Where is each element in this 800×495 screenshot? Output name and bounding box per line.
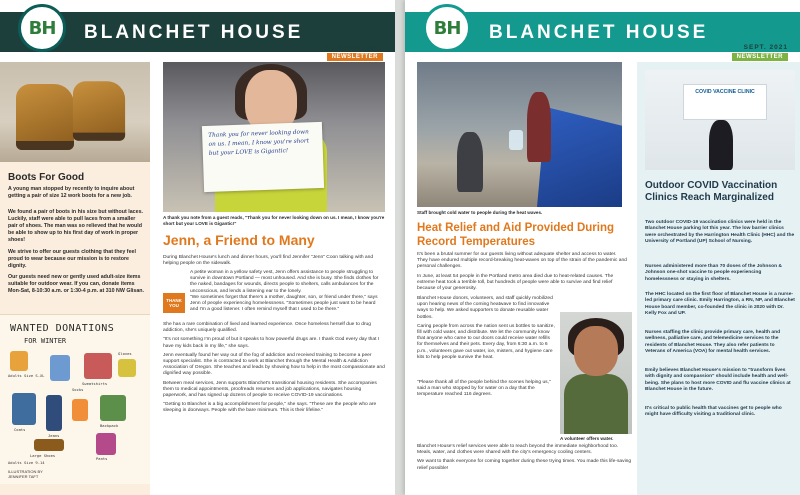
article-paragraph: In June, at least 54 people in the Portland metro area died due to heat-related causes. The extreme heat took a terrible toll, but hundreds of people were able to survive and find relief because of your generosity. bbox=[417, 273, 614, 292]
socks-icon bbox=[72, 399, 88, 421]
boots-paragraph: We found a pair of boots in his size but without laces. Luckily, staff were able to pull laces from a smaller pair of shoes. The man was so relieved that he would be able to show up to his first day of work in proper shoes! bbox=[8, 209, 143, 243]
article-paragraph: Jenn eventually found her way out of the fog of addiction and received training to become a peer support specialist. She is contracted to work at Blanchet through the Mental Health & Addiction Association of Oregon. She teaches and leads by showing how to help in the most compassionate and dignified way possible. bbox=[163, 352, 385, 377]
article-quote: "We sometimes forget that there's a mother, daughter, son, or friend under there," says Jenn of people experiencing homelessness. "Sometimes people just want to be heard and I'm a good listener. I often remind myself that I used to be there." bbox=[190, 295, 378, 313]
article-body bbox=[417, 296, 555, 364]
credit-line: JENNIFER TAFT bbox=[8, 474, 39, 479]
covid-paragraph: Two outdoor COVID-19 vaccination clinics were held in the Blanchet House parking lot this year. The low barrier clinics were orchestrated by the Harrington Health Clinic (HHC) and the University of Portland (UP) School of Nursing. bbox=[645, 220, 795, 244]
logo-mark: BH bbox=[433, 17, 461, 39]
backpack-icon bbox=[100, 395, 126, 421]
jeans-icon bbox=[46, 395, 62, 431]
sweatshirt-icon bbox=[84, 353, 112, 379]
item-label: Coats bbox=[14, 427, 26, 432]
photo-caption: A thank you note from a guest reads, "Thank you for never looking down on us. I mean, I know you're short but your LOVE is Gigantic!" bbox=[163, 215, 385, 226]
blanchet-logo-icon bbox=[18, 4, 66, 52]
boots-photo bbox=[0, 62, 150, 162]
item-label: Socks bbox=[72, 387, 84, 392]
boots-paragraph: We strive to offer our guests clothing that they feel proud to wear because our mission is to restore dignity. bbox=[8, 249, 136, 269]
covid-paragraph: Nurses staffing the clinic provide primary care, health and wellness, palliative care, and telemedicine services to the residents of Blanchet House. They also refer patients to Veterans of America (VOA) for mental health services. bbox=[645, 330, 781, 354]
water-bottle-icon bbox=[509, 130, 523, 150]
item-label: Pants bbox=[96, 456, 108, 461]
article-paragraph: We want to thank everyone for coming together during these trying times. You made this life-saving relief possible! bbox=[417, 459, 632, 471]
article-title: Heat Relief and Aid Provided During Record Temperatures bbox=[417, 222, 615, 248]
clinic-sign-text: COVID VACCINE CLINIC bbox=[695, 89, 755, 95]
boots-title: Boots For Good bbox=[8, 172, 85, 183]
article-body bbox=[417, 380, 555, 402]
masthead bbox=[0, 0, 395, 62]
boot-icon bbox=[16, 84, 74, 150]
item-label: Adults Size 9-14 bbox=[8, 460, 45, 465]
credit-line: ILLUSTRATION BY bbox=[8, 469, 43, 474]
shoes-icon bbox=[34, 439, 64, 451]
article-paragraph: It's been a brutal summer for our guests living without adequate shelter and access to water. They have endured multiple record-breaking heat-waves on top of the strain of the pandemic and personal challenges. bbox=[417, 252, 627, 270]
boots-paragraph: Our guests need new or gently used adult-size items suitable for outdoor wear. If you can, donate items Mon-Sat, 8-10:30 a.m. or 1:30-4 p.m. at 310 NW Glisan. bbox=[8, 274, 144, 294]
newsletter-tag: NEWSLETTER bbox=[327, 53, 383, 61]
article-paragraph: Blanchet House's relief services were able to reach beyond the immediate neighborhood too. Meals, water, and clothes were shared with the city's emergency cooling centers. bbox=[417, 444, 619, 456]
pants-icon bbox=[96, 433, 116, 455]
illustration-credit bbox=[8, 469, 43, 479]
covid-title: Outdoor COVID Vaccination Clinics Reach Marginalized bbox=[645, 180, 778, 203]
wanted-donations-illustration bbox=[0, 314, 150, 484]
covid-paragraph: Nurses administered more than 70 doses of the Johnson & Johnson one-shot vaccine to people experiencing homelessness or staying in shelters. bbox=[645, 264, 782, 282]
item-label: Sweatshirts bbox=[82, 381, 108, 386]
thank-you-note bbox=[202, 122, 324, 192]
hat-icon bbox=[10, 351, 28, 371]
masthead bbox=[405, 0, 800, 62]
article-paragraph: Between meal services, Jenn supports Blanchet's transitional housing residents. She accompanies them to medical appointments, proofreads resumes and job applications, navigates housing paperwork, and has signed up dozens of people to receive COVID-19 vaccinations. bbox=[163, 380, 377, 399]
blanchet-logo-icon bbox=[423, 4, 471, 52]
article-body bbox=[417, 252, 627, 295]
person bbox=[457, 132, 483, 192]
note-text: Thank you for never looking down on us. I mean, I know you're short but your LOVE is Gigantic! bbox=[208, 129, 310, 157]
article-paragraph: She has a rare combination of lived and learned experience. Once homeless herself due to drug addiction, she's uniquely qualified. bbox=[163, 322, 371, 334]
item-label: Gloves bbox=[118, 351, 132, 356]
volunteer-photo bbox=[560, 312, 632, 434]
article-paragraph: "Getting to Blanchet is a big accomplishment for people," she says. "These are the people who are sleeping in doorways. People with the bare minimum. This is their lifeline." bbox=[163, 402, 377, 414]
item-label: Backpack bbox=[100, 423, 119, 428]
newsletter-page-sept bbox=[405, 0, 800, 495]
issue-date: SEPT. 2021 bbox=[743, 44, 788, 51]
article-body bbox=[163, 322, 385, 418]
thank-you-badge: THANK YOU bbox=[163, 293, 185, 313]
article-body bbox=[417, 444, 632, 475]
clinic-sign bbox=[683, 84, 767, 120]
shirt-icon bbox=[50, 355, 70, 381]
covid-paragraph: Emily believes Blanchet House's mission to "transform lives with dignity and compassion" should include health and well-being. She plans to host more COVID and flu vaccine clinics at Blanchet House in the future. bbox=[645, 368, 791, 392]
logo-mark: BH bbox=[28, 17, 56, 39]
article-paragraph: Blanchet House donors, volunteers, and staff quickly mobilized upon hearing news of the coming heatwave to find innovative ways to help. We asked supporters to donate reusable water bottles. bbox=[417, 296, 553, 320]
volunteer-caption: A volunteer offers water. bbox=[560, 436, 614, 441]
issue-date: NOV-DEC 2021 bbox=[325, 44, 383, 51]
boots-sidebar bbox=[0, 62, 150, 495]
article-paragraph: "Please thank all of the people behind the scenes helping us," said a man who stopped by for water on a day that the temperature reached 116 degrees. bbox=[417, 380, 551, 398]
wanted-subtitle: FOR WINTER bbox=[24, 337, 67, 345]
heat-relief-photo bbox=[417, 62, 622, 207]
article-paragraph: A petite woman in a yellow safety vest, Jenn offers assistance to people struggling to survive in downtown Portland — most unhoused. And she is busy. She finds clothes for the naked, bandages for wounds, directs people to shelters, calls ambulances for the unconscious, and lends a listening ear to the lonely. bbox=[190, 270, 379, 294]
jenn-photo bbox=[163, 62, 385, 212]
nurse-person bbox=[709, 120, 733, 170]
coat-icon bbox=[12, 393, 36, 425]
clinic-photo bbox=[645, 70, 795, 170]
brand-title: BLANCHET HOUSE bbox=[489, 22, 709, 43]
gloves-icon bbox=[118, 359, 136, 377]
article-paragraph: Caring people from across the nation sent us bottles to sanitize, fill with cold water, and distribute. We let the community know that anyone who came to our doors could receive water refills for themselves and their pets. Every day, from 6:30 a.m. to 6 p.m., volunteers gave out water, ice, misters, and hygiene care kits to help people survive the heat. bbox=[417, 323, 555, 360]
item-label: Jeans bbox=[48, 433, 60, 438]
photo-caption: Staff brought cold water to people during the heat waves. bbox=[417, 210, 543, 215]
article-title: Jenn, a Friend to Many bbox=[163, 232, 315, 248]
item-label: Large Shoes bbox=[30, 453, 56, 458]
article-paragraph: "It's not something I'm proud of but it speaks to how powerful drugs are. I thank God every day that I have my kids back in my life," she says. bbox=[163, 337, 380, 349]
wanted-title: WANTED DONATIONS bbox=[10, 323, 115, 334]
covid-paragraph: The HHC located on the first floor of Blanchet House is a nurse-led primary care clinic. Emily Harrington, a RN, NP, and Blanchet House board member, co-founded the clinic in 2020 with Dr. Kelly Fox and UP. bbox=[645, 292, 795, 316]
article-lead: During Blanchet House's lunch and dinner hours, you'll find Jennifer "Jenn" Coon talking with and helping people on the sidewalk. bbox=[163, 255, 374, 267]
covid-sidebar bbox=[637, 62, 800, 495]
brand-title: BLANCHET HOUSE bbox=[84, 22, 304, 43]
boots-intro: A young man stopped by recently to inquire about getting a pair of size 12 work boots for a new job. bbox=[8, 186, 135, 199]
page-gutter bbox=[395, 0, 405, 495]
staff-person bbox=[527, 92, 551, 162]
item-label: Adults Size S-XL bbox=[8, 373, 45, 378]
newsletter-page-nov-dec bbox=[0, 0, 395, 495]
boot-icon bbox=[73, 81, 125, 140]
covid-paragraph: It's critical to public health that vaccines get to people who might have difficulty visiting a traditional clinic. bbox=[645, 406, 782, 418]
newsletter-tag: NEWSLETTER bbox=[732, 53, 788, 61]
